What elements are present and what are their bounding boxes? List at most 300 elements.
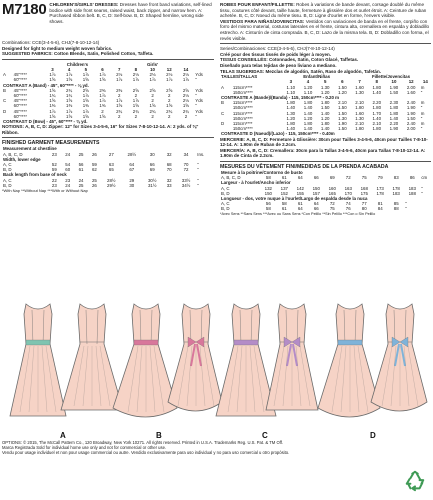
table-cell: 2.10 [372, 120, 382, 126]
size-number: 8 [375, 79, 378, 85]
table-cell: 1.80 [286, 120, 296, 126]
view-label: A, C [3, 162, 12, 168]
view-label: B [156, 431, 162, 440]
table-cell: 1⅝ [132, 103, 139, 109]
table-cell: 2 [134, 93, 138, 98]
table-cell: 61 [78, 167, 84, 173]
table-cell: 2⅛ [116, 72, 123, 78]
table-cell: 64 [297, 206, 303, 212]
measurements-table [2, 146, 214, 188]
notions: NOTIONS: A, B, C, D: Zipper: 12" for Sizes 3-4-5-6, 16" for Sizes 7-8-10-12-14. A: 2 yds. of ⅜" Ribbon. [2, 124, 199, 135]
unit-label: Ins. [197, 151, 205, 157]
table-cell: 1⅞ [116, 77, 123, 83]
table-cell: 72 [329, 201, 335, 207]
size-number: 6 [101, 66, 104, 72]
french-spanish-column [220, 2, 431, 217]
table-cell: 1.40 [286, 126, 296, 132]
table-cell: 30½ [147, 177, 157, 183]
table-cell: 81 [377, 201, 383, 207]
table-cell: 1⅞ [99, 98, 106, 104]
table-cell: 1.80 [372, 105, 382, 111]
view-label: A [3, 72, 6, 78]
unit-label: " [421, 190, 423, 196]
table-cell: 1⅞ [99, 72, 106, 78]
table-cell: 1⅞ [82, 93, 89, 98]
telas: TELAS SUGERIDAS: Mezclas de algodón, Satén, Raso de algodón, Tafetán. [220, 68, 381, 74]
table-cell: 84 [377, 206, 383, 212]
table-cell: 163 [344, 185, 352, 191]
description-es-body: Vestidos con variaciones de banda en el frente, corpiño con forro del mismo material, costuras laterales en el frente, cintura alta, cremallera en espalda y dobladillo estrecho. A: Cinturón de cinta comprada. B, C, D: Lazo de la misma tela. B, D: Dobladillo con forma, el revés visible. [220, 18, 430, 41]
size-number: 14 [422, 79, 428, 85]
designed-fr: Créé pour des tissus tissés de poids léger à moyen. [220, 51, 332, 57]
table-cell: 1.30 [286, 110, 296, 116]
table-cell: 1.60 [355, 110, 364, 116]
fabric-width: 115cm**** [232, 84, 253, 90]
table-cell: 173 [376, 185, 384, 191]
combinations-fr: Series/Combinaciones: CCE(3-4-5-6), CHJ(7-8-10-12-14) [220, 46, 335, 52]
table-note: CONTRASTE A (Bande)/(Banda) - 115, 150cm**** - 0.20 m [221, 94, 340, 100]
table-cell: 59 [91, 162, 97, 168]
size-number: 12 [166, 66, 172, 72]
table-cell: 56 [265, 201, 271, 207]
table-cell: 1.10 [286, 84, 296, 90]
table-cell: 64 [313, 201, 319, 207]
table-cell: 1.50 [338, 126, 347, 132]
waist-band [26, 340, 50, 345]
footer [2, 440, 382, 456]
table-cell: 1.80 [320, 100, 330, 106]
size-group-enfant: Enfant/Niñas [303, 74, 331, 80]
trademark-line: Marca Registrada Sold for individual home use only and not for commercial or other use. [2, 445, 167, 451]
table-cell: 1.40 [303, 110, 313, 116]
table-cell: 56 [78, 162, 84, 168]
table-cell: 32 [166, 151, 172, 157]
table-cell: 2¾ [182, 108, 189, 114]
size-number: 10 [391, 79, 397, 85]
nap-note: *With Nap **Without Nap ***With or Without Nap [2, 188, 88, 194]
view-label: B, D [221, 190, 230, 196]
table-cell: 24 [65, 182, 71, 188]
table-cell: 175 [360, 190, 368, 196]
table-cell: 1⅞ [49, 108, 56, 114]
description-title: CHILDREN'S/GIRLS' DRESSES: [49, 2, 119, 7]
view-label: B, D [3, 167, 12, 173]
fabric-width: 45"**** [13, 72, 27, 78]
dress-sketch [371, 304, 427, 411]
table-cell: 1.80 [286, 100, 296, 106]
finished-measurements-title: FINISHED GARMENT MEASUREMENTS [2, 140, 100, 147]
table-cell: 1⅝ [82, 77, 89, 83]
table-cell: 1⅝ [49, 98, 56, 104]
dress-sketch [113, 304, 177, 417]
table-note: CONTRAST A (Band) - 45", 60"**** - ⅛ yd. [3, 82, 89, 88]
table-cell: 160 [328, 185, 336, 191]
table-cell: 1.30 [355, 89, 364, 95]
unit-label: m [420, 84, 425, 90]
size-number: 6 [341, 79, 344, 85]
dress-sketch [266, 304, 318, 410]
left-header [2, 2, 214, 40]
fabric-width: 60"**** [13, 103, 27, 109]
nap-note-fr: *Avec Sens **Sans Sens ***Avec ou Sans Sens *Con Pelillo **Sin Pelillo ***Con o Sin Pelillo [220, 211, 376, 216]
table-cell: 54 [65, 162, 71, 168]
table-cell: 2 [151, 113, 154, 119]
table-cell: 2¾ [132, 108, 139, 114]
table-cell: 27 [108, 151, 114, 157]
view-label: C [221, 110, 225, 116]
table-cell: 1.40 [286, 105, 296, 111]
table-cell: 2 [134, 113, 138, 119]
table-cell: 72 [183, 167, 189, 173]
description-body: Dresses have front band variations, self-lined bodice with side front seams, raised waist, back zipper, and narrow hem. A: Purchased ribbon belt. B, C, D: Self-bow. B, D: Shaped hemline, wrong side shows. [49, 2, 212, 24]
unit-label: " [197, 177, 199, 183]
view-label: D [3, 108, 7, 114]
table-cell: 1⅝ [82, 113, 89, 119]
table-cell: 1⅝ [82, 98, 89, 104]
garment-sketches [0, 298, 433, 451]
table-cell: 32 [166, 177, 172, 183]
table-cell: 24 [65, 151, 71, 157]
table-cell: 2 [151, 98, 154, 104]
usage-line: Vendu pour usage individuel et non pour usage commercial ou autre. Vendido exclusivamente para uso individual y no para uso comercial u otro propósito. [2, 450, 290, 456]
english-column [2, 2, 214, 194]
table-cell: 1.10 [286, 89, 296, 95]
table-cell: 2 [101, 108, 104, 114]
view-label: A, B, C, D [221, 175, 241, 181]
table-cell: 25 [91, 177, 97, 183]
fabric-width: 115cm**** [232, 110, 253, 116]
unit-label: " [405, 201, 407, 207]
divider [220, 43, 431, 44]
size-group-girls: Girls' [147, 61, 159, 67]
table-cell: 178 [376, 190, 384, 196]
table-cell: 72 [345, 175, 351, 181]
yardage-table [2, 62, 214, 124]
table-cell: 66 [313, 206, 319, 212]
unit-label: " [195, 77, 197, 83]
table-cell: 1.20 [338, 89, 347, 95]
table-cell: 165 [328, 190, 336, 196]
table-cell: 1⅞ [99, 93, 106, 98]
table-cell: 25 [78, 151, 84, 157]
table-cell: 2⅛ [149, 72, 156, 78]
unit-label: m [420, 110, 425, 116]
mercerie: MERCERIE: A, B, C, D: Fermeture à Glissière: 30cm pour Tailles 3-4-5-6, 40cm pour Tailles 7-8-10-12-14. A: 1.90m de Ruban de 2.2cm. [220, 136, 428, 148]
table-cell: 25 [78, 182, 84, 188]
table-cell: 1.30 [320, 84, 330, 90]
table-cell: 1⅝ [49, 87, 56, 93]
table-cell: 2 [168, 93, 171, 98]
table-cell: 132 [264, 185, 272, 191]
table-cell: 88 [393, 206, 399, 212]
view-label: B [3, 87, 6, 93]
table-cell: 1.50 [338, 84, 347, 90]
table-cell: 67 [129, 167, 135, 173]
table-cell: 28½ [107, 177, 116, 183]
unit-label: " [405, 206, 407, 212]
table-cell: 66 [313, 175, 319, 181]
table-cell: 2¾ [116, 108, 123, 114]
unit-label: Yds [195, 98, 203, 104]
table-note: Width, lower edge [3, 156, 41, 162]
table-cell: 1.50 [338, 110, 347, 116]
table-note: Longueur - dos, votre nuque à l'ourlet/Largo de espalda desde la nuca [221, 195, 368, 201]
table-cell: 1⅞ [132, 98, 139, 104]
dress-sketch [10, 304, 66, 416]
copyright-line: OPTIONS: © 2015, The McCall Pattern Co., 120 Broadway, New York 10271. All rights reserved. Printed in U.S.A. Trademarks Reg. U.S. Pat. & TM Off. [2, 440, 284, 445]
unit-label: m [420, 100, 425, 106]
table-cell: 1.90 [389, 84, 399, 90]
table-cell: 1.90 [406, 105, 416, 111]
unit-label: " [420, 105, 423, 111]
description-fr-body: Robes à variations de bande devant, corsage doublé du même tissu, coutures côté devant, taille haute, fermeture à glissière dos et ourlet étroit. A: Ceinture de ruban achetée. B, C, D: Noeud du même tissu. B, D: Ligne d'ourlet en forme, l'envers visible. [220, 2, 427, 19]
table-cell: 29 [129, 177, 135, 183]
table-note: Mesure à la poitrine/Contorno de busto [221, 169, 303, 175]
table-cell: 1⅞ [149, 77, 156, 83]
table-cell: 1.90 [389, 126, 399, 132]
table-cell: 66 [149, 162, 155, 168]
waist-band [338, 340, 362, 345]
table-cell: 1.80 [372, 126, 382, 132]
designed-for: Designed for light to medium weight woven fabrics. [2, 45, 113, 51]
size-number: 8 [134, 66, 138, 72]
table-cell: 150 [264, 190, 272, 196]
table-cell: 23 [65, 177, 71, 183]
table-note: Back length from base of neck [3, 172, 67, 178]
table-cell: 178 [392, 185, 400, 191]
dress-outline [371, 304, 427, 411]
table-cell: 1.40 [320, 126, 330, 132]
view-label: A [221, 84, 224, 90]
size-group-children: Children's [66, 61, 89, 67]
table-cell: 2⅜ [116, 87, 123, 93]
unit-label: " [421, 185, 423, 191]
table-cell: 2 [117, 113, 121, 119]
view-label: B, D [3, 182, 12, 188]
table-cell: 1⅝ [49, 77, 56, 83]
table-cell: 1.90 [338, 120, 347, 126]
table-cell: 168 [360, 185, 368, 191]
table-cell: 58 [265, 206, 271, 212]
table-cell: 1.80 [389, 110, 399, 116]
table-cell: 1.50 [406, 115, 416, 121]
table-cell: 142 [296, 185, 304, 191]
table-cell: 1.80 [320, 120, 330, 126]
table-cell: 1⅝ [49, 113, 56, 119]
table-cell: 61 [281, 206, 287, 212]
table-cell: 1.90 [406, 110, 416, 116]
table-cell: 2⅝ [166, 87, 173, 93]
unit-label: " [197, 182, 199, 188]
table-cell: 1⅝ [166, 103, 173, 109]
divider [220, 161, 431, 162]
table-cell: 2⅝ [132, 87, 139, 93]
waist-band [234, 340, 258, 345]
dress-sketch [318, 304, 380, 417]
table-cell: 1⅝ [66, 113, 73, 119]
size-number: 5 [84, 66, 88, 72]
table-cell: 33 [166, 182, 172, 188]
divider [2, 59, 214, 60]
designed-es: Diseñado para telas tejidas de peso liviano a mediano. [220, 62, 337, 68]
table-cell: 2 [117, 93, 121, 98]
table-cell: 75 [361, 175, 367, 181]
table-cell: 2.10 [355, 100, 364, 106]
table-cell: 1⅞ [82, 108, 89, 114]
table-cell: 74 [345, 201, 351, 207]
table-cell: 1.80 [389, 105, 399, 111]
table-cell: 23 [51, 182, 57, 188]
table-cell: 1.40 [303, 126, 313, 132]
table-cell: 157 [312, 190, 320, 196]
view-label: A, C [221, 201, 230, 207]
table-cell: 1⅞ [132, 77, 139, 83]
table-cell: 1¾ [66, 93, 73, 98]
table-cell: 2⅝ [149, 87, 156, 93]
table-cell: 1¾ [49, 93, 56, 98]
table-note: CONTRASTE D (Naeud)/(Lazo) - 115, 150cm**** - 0.40m [221, 131, 335, 137]
fabric-width: 60"**** [13, 93, 27, 98]
table-cell: 61 [297, 201, 303, 207]
table-cell: 1.70 [372, 110, 382, 116]
fabric-width: 60"**** [13, 113, 27, 119]
size-number: 4 [306, 79, 310, 85]
table-cell: 1⅜ [99, 103, 106, 109]
table-cell: 75 [329, 206, 335, 212]
view-label: A [60, 431, 66, 440]
table-cell: 23 [51, 151, 57, 157]
table-cell: 68 [166, 162, 172, 168]
table-cell: 1.60 [406, 89, 416, 95]
dress-outline [318, 304, 380, 417]
table-cell: 33½ [181, 177, 191, 183]
unit-label: " [195, 93, 197, 98]
table-cell: 31½ [147, 182, 157, 188]
view-label: B [221, 100, 224, 106]
table-cell: 1.60 [355, 84, 364, 90]
size-number: 10 [150, 66, 155, 72]
table-cell: 1⅞ [116, 98, 123, 104]
table-cell: 2⅜ [99, 87, 106, 93]
table-cell: 1.40 [372, 89, 382, 95]
table-cell: 1.80 [372, 84, 382, 90]
table-cell: 2 [184, 113, 188, 119]
unit-label: " [197, 167, 199, 173]
table-cell: 1.20 [303, 115, 313, 121]
table-cell: 1.40 [372, 115, 382, 121]
table-cell: 1.40 [303, 105, 313, 111]
table-cell: 2.20 [372, 100, 382, 106]
table-cell: 2⅛ [132, 72, 139, 78]
table-cell: 29½ [107, 182, 116, 188]
table-cell: 1⅝ [66, 77, 73, 83]
table-cell: 69 [329, 175, 335, 181]
table-cell: 1.80 [303, 100, 313, 106]
size-group-fillette: Fillette/Jovencitas [371, 74, 411, 80]
table-cell: 60 [65, 167, 71, 173]
table-cell: 1.40 [320, 110, 330, 116]
unit-label: m [420, 120, 425, 126]
view-label: A, C [221, 185, 230, 191]
table-cell: 2.30 [389, 100, 399, 106]
table-cell: 2.00 [406, 126, 416, 132]
table-note: CONTRAST D (Bow) - 45", 60"**** - ⅜ yd. [3, 119, 88, 125]
table-cell: 2.00 [406, 84, 416, 90]
table-cell: 1.40 [389, 115, 399, 121]
view-label: B, D [221, 206, 230, 212]
table-cell: 2 [168, 113, 171, 119]
table-cell: 34 [183, 151, 189, 157]
table-cell: 64 [129, 162, 135, 168]
fabric-width: 150cm**** [232, 115, 253, 121]
fabric-width: 115cm**** [232, 120, 253, 126]
size-number: 3 [51, 66, 54, 72]
size-number: 12 [408, 79, 414, 85]
fabric-width: 150cm**** [232, 89, 253, 95]
table-cell: 2¾ [166, 108, 173, 114]
table-cell: 1.10 [303, 89, 313, 95]
table-cell: 62 [91, 167, 97, 173]
description [49, 2, 214, 24]
table-cell: 80 [361, 206, 367, 212]
table-cell: 1⅝ [66, 98, 73, 104]
size-number: 7 [358, 79, 361, 85]
table-note: Largeur - à l'ourlet/Ancho inferior [221, 180, 291, 186]
table-note: Measurement at chestline [3, 146, 57, 152]
unit-label: " [195, 103, 197, 109]
table-cell: 1.20 [320, 89, 330, 95]
view-label: D [370, 431, 376, 440]
table-cell: 170 [344, 190, 352, 196]
table-cell: 1⅞ [49, 72, 56, 78]
table-cell: 64 [297, 175, 303, 181]
dress-sketch [216, 304, 276, 416]
table-cell: 2.10 [355, 120, 364, 126]
table-cell: 2¾ [66, 87, 73, 93]
dress-sketch [61, 304, 123, 410]
recycle-icon [404, 470, 426, 492]
unit-label: Yds [195, 108, 203, 114]
table-cell: 1.50 [320, 105, 330, 111]
table-cell: 76 [345, 206, 351, 212]
mesures-table [220, 170, 431, 212]
fabric-width: 45"**** [13, 87, 27, 93]
table-cell: 1⅜ [66, 103, 73, 109]
table-cell: 2.40 [406, 120, 416, 126]
table-cell: 188 [408, 190, 416, 196]
unit-label: " [420, 126, 423, 132]
table-cell: 2⅛ [182, 98, 189, 104]
table-cell: 1.20 [303, 84, 313, 90]
table-cell: 86 [409, 175, 415, 181]
tissus: TISSUS CONSEILLÉS: Cotonnades, Satin, Coton Glacé, Taffetas. [220, 57, 359, 63]
table-cell: 183 [408, 185, 416, 191]
size-number: 7 [117, 66, 121, 72]
sizes-label: TAILLES/TALLAS [221, 74, 258, 80]
table-cell: 2.40 [406, 100, 416, 106]
table-cell: 2 [151, 93, 154, 98]
table-cell: 83 [393, 175, 399, 181]
table-cell: 155 [296, 190, 304, 196]
table-cell: 24 [78, 177, 84, 183]
description-fr [220, 2, 431, 19]
table-cell: 2⅛ [182, 93, 189, 98]
waist-band [134, 340, 158, 345]
table-cell: 1.30 [355, 115, 364, 121]
table-cell: 1⅞ [66, 108, 73, 114]
table-cell: 1.20 [286, 115, 296, 121]
unit-label: " [420, 89, 423, 95]
